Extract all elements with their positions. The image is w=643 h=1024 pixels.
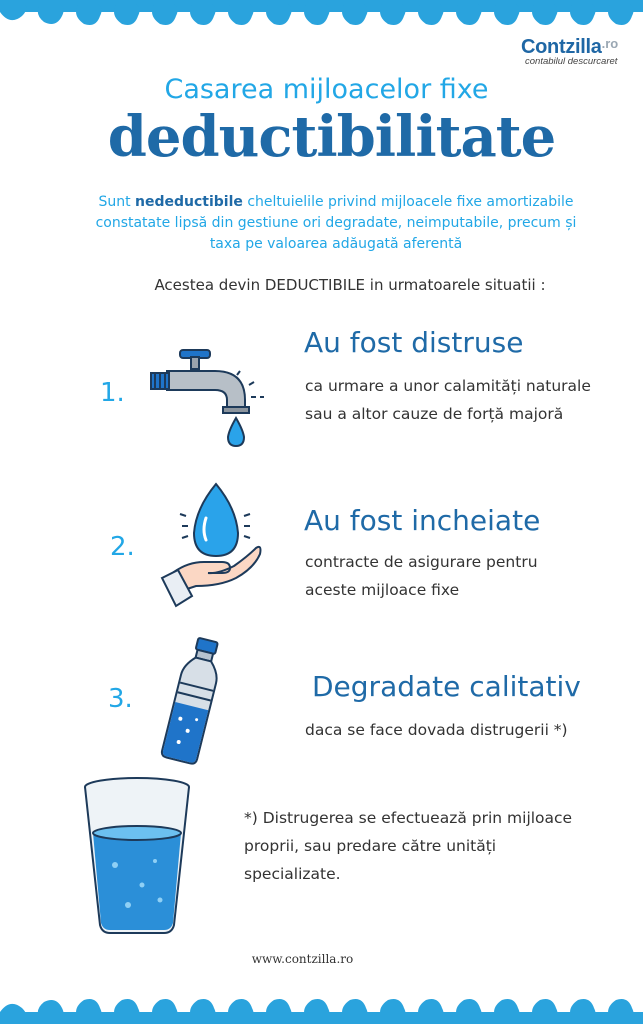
footnote — [244, 804, 624, 888]
footnote-line-2: proprii, sau predare către unități — [244, 837, 497, 855]
intro-text: cheltuielile privind mijloacele fixe amortizabile constatate lipsă din gestiune ori degradate, neimputabile, precum și taxa pe valoarea adăugată aferentă — [95, 194, 577, 252]
logo-tagline: contabilul descurcaret — [525, 56, 618, 67]
footnote-line-1: *) Distrugerea se efectuează prin mijloace — [244, 809, 573, 827]
item-2-description — [305, 548, 635, 604]
top-wave-border — [0, 0, 643, 30]
water-glass-icon — [80, 775, 195, 940]
intro-prefix: Sunt — [98, 194, 136, 210]
intro-paragraph — [86, 192, 586, 255]
item-1-heading: Au fost distruse — [304, 326, 524, 359]
item-1-description — [305, 372, 635, 428]
contzilla-logo — [521, 36, 633, 78]
item-1-number: 1. — [100, 378, 125, 408]
item-2-line-2: aceste mijloace fixe — [305, 581, 460, 599]
item-1-line-2: sau a altor cauze de forță majoră — [305, 405, 564, 423]
logo-wordmark: Contzilla — [521, 36, 602, 58]
bottom-wave-border — [0, 994, 643, 1024]
footnote-line-3: specializate. — [244, 865, 341, 883]
item-2-heading: Au fost incheiate — [304, 504, 541, 537]
intro-emphasis: nedeductibile — [135, 194, 243, 210]
water-bottle-icon — [155, 636, 230, 766]
item-2-line-1: contracte de asigurare pentru — [305, 553, 538, 571]
item-3-line-1: daca se face dovada distrugerii *) — [305, 721, 568, 739]
logo-tld: .ro — [601, 36, 619, 51]
faucet-icon — [145, 345, 270, 450]
footer-url: www.contzilla.ro — [251, 952, 354, 966]
page-title: deductibilitate — [107, 104, 556, 170]
item-2-number: 2. — [110, 532, 135, 562]
item-3-description — [305, 716, 635, 744]
item-1-line-1: ca urmare a unor calamități naturale — [305, 377, 591, 395]
item-3-heading: Degradate calitativ — [312, 670, 581, 703]
lead-text: Acestea devin DEDUCTIBILE in urmatoarele situatii : — [154, 276, 546, 294]
item-3-number: 3. — [108, 684, 133, 714]
page-subtitle: Casarea mijloacelor fixe — [164, 74, 489, 105]
hand-water-drop-icon — [156, 478, 266, 613]
